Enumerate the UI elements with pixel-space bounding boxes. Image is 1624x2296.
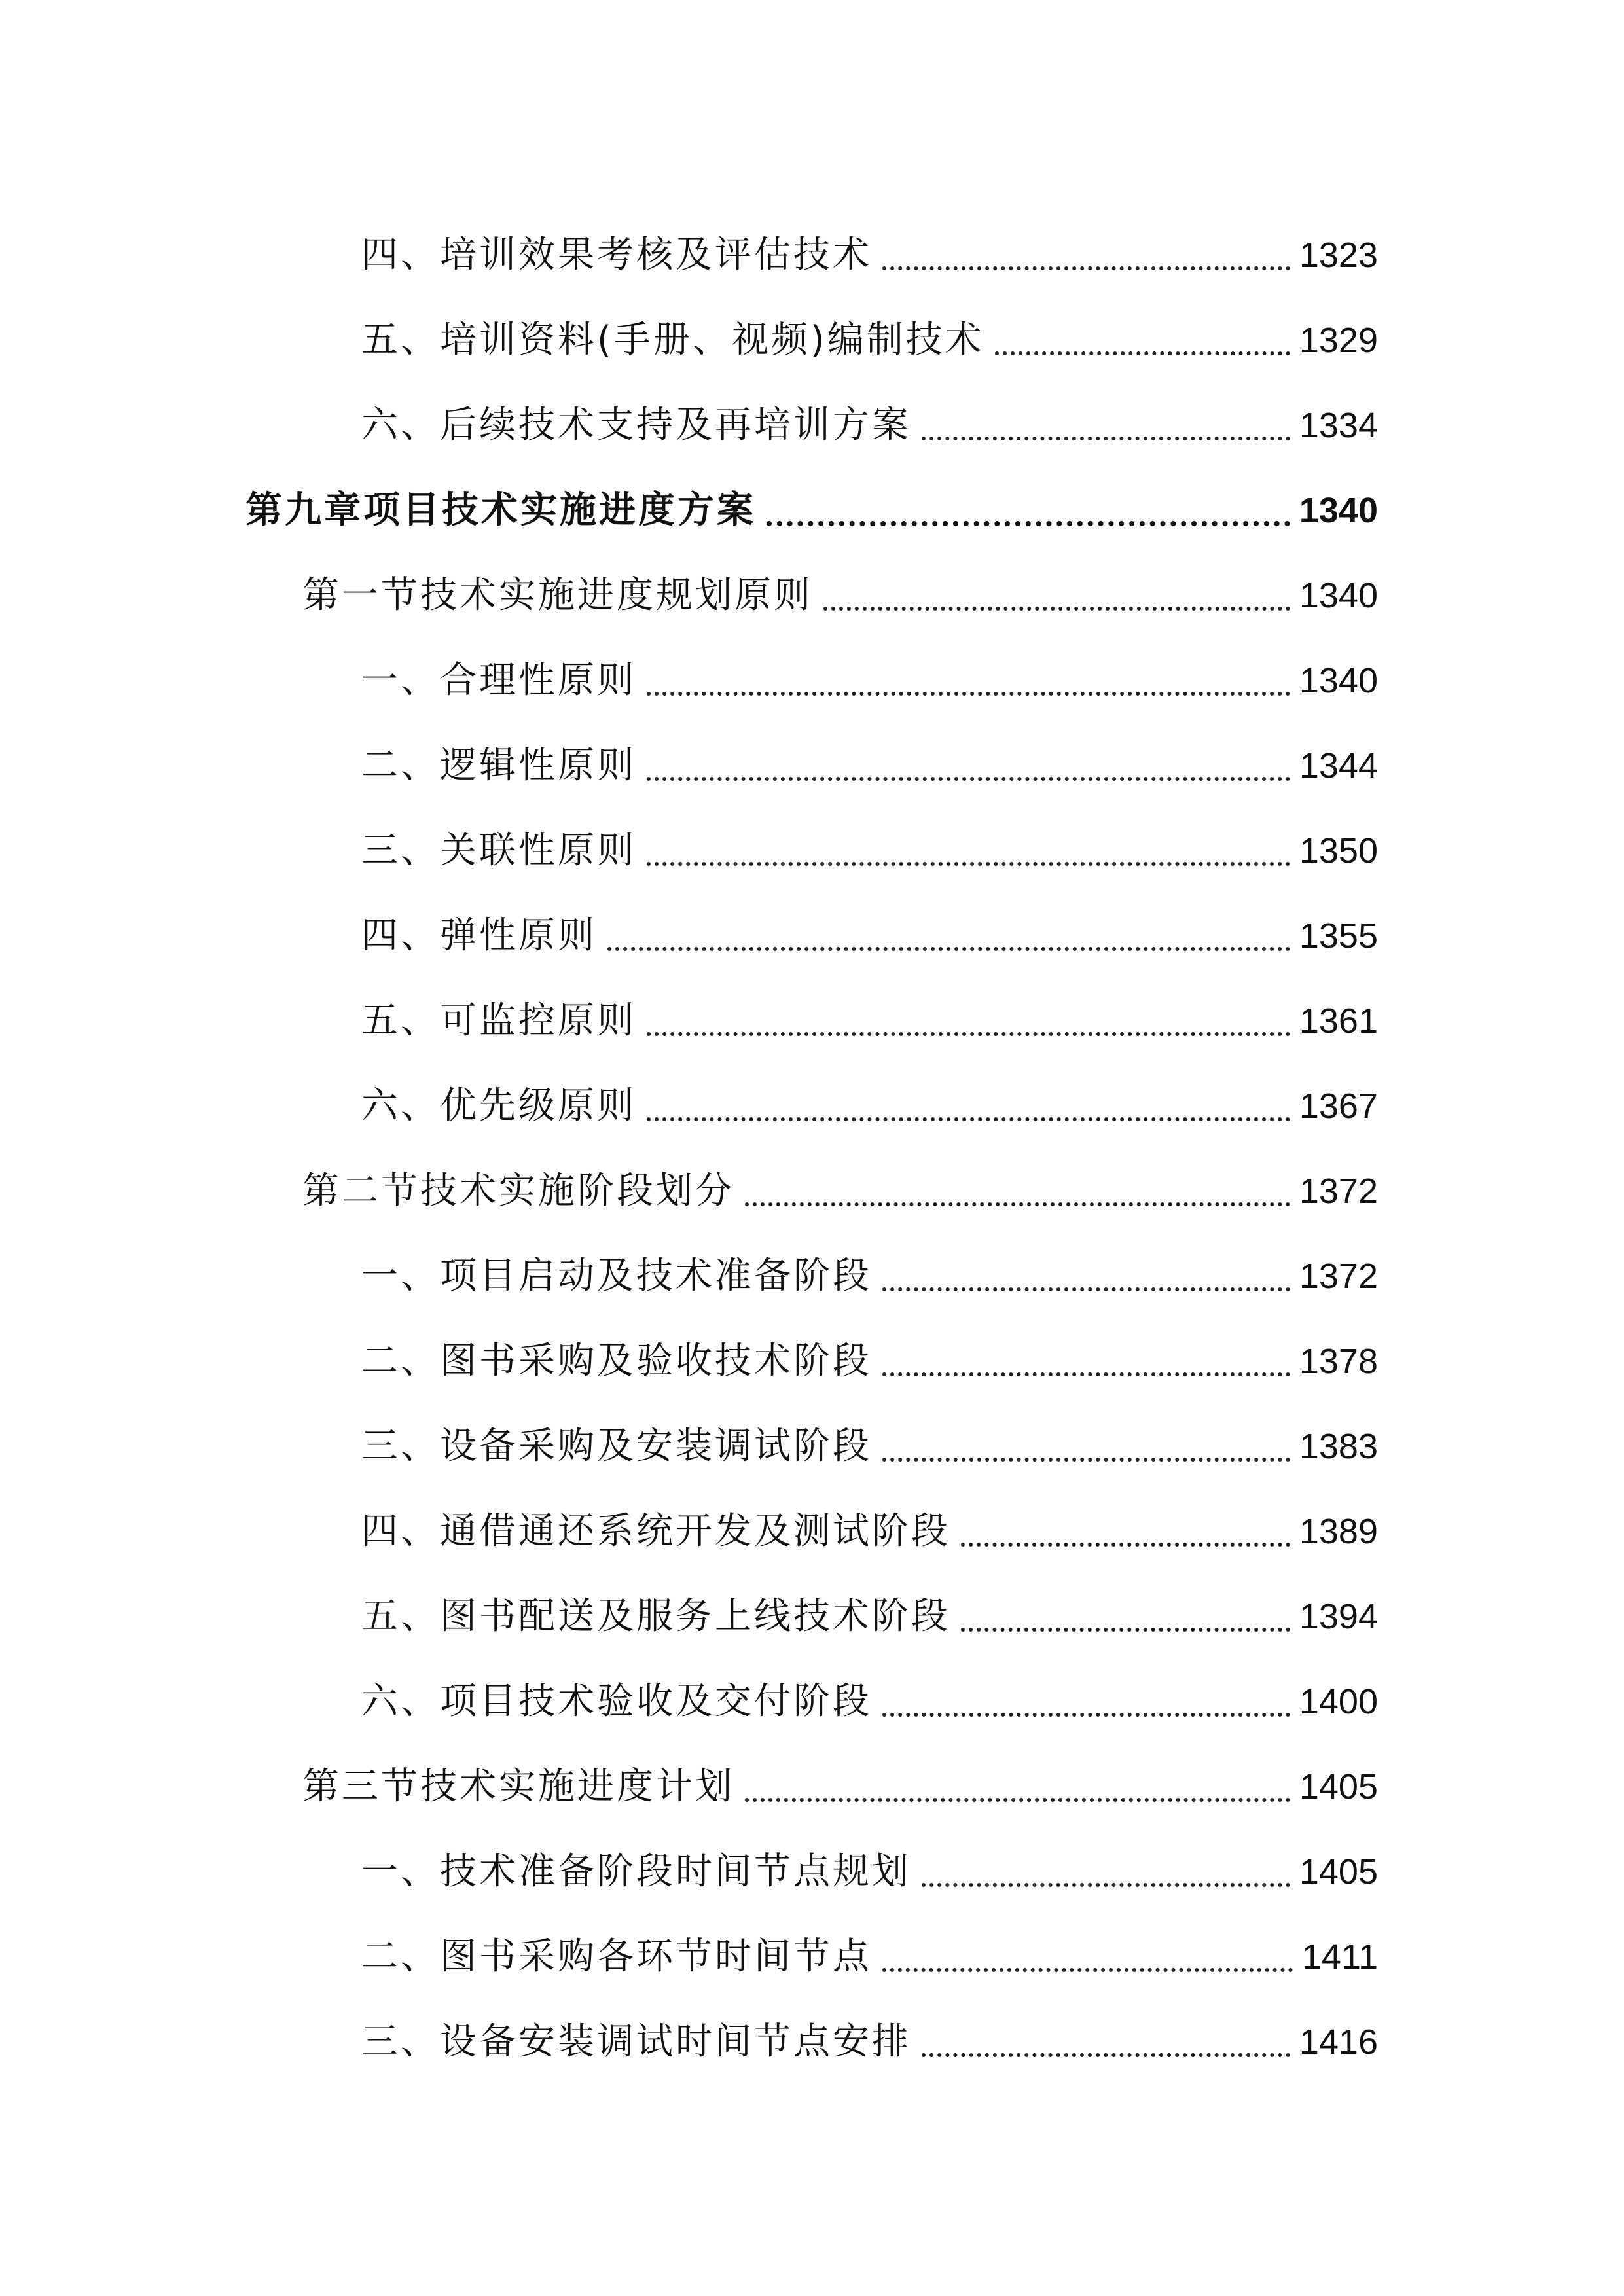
toc-chapter-entry[interactable] — [0, 468, 1624, 553]
toc-entry-title: 第九章项目技术实施进度方案 — [245, 489, 756, 531]
toc-entry-title: 四、通借通还系统开发及测试阶段 — [361, 1510, 950, 1552]
toc-page-number: 1405 — [1299, 1852, 1378, 1892]
toc-page-number: 1394 — [1299, 1597, 1378, 1636]
toc-page-number: 1372 — [1299, 1257, 1378, 1296]
toc-page-number: 1355 — [1299, 916, 1378, 956]
toc-entry-title: 四、弹性原则 — [361, 914, 597, 957]
toc-page-number: 1405 — [1299, 1767, 1378, 1806]
toc-entry-title: 六、优先级原则 — [361, 1085, 636, 1127]
toc-dot-leader — [882, 1458, 1290, 1462]
toc-subsection-entry[interactable] — [0, 1659, 1624, 1744]
toc-page-number: 1350 — [1299, 831, 1378, 870]
toc-entry-title: 第二节技术实施阶段划分 — [302, 1170, 734, 1212]
toc-dot-leader — [745, 1202, 1290, 1206]
toc-subsection-entry[interactable] — [0, 1404, 1624, 1489]
toc-dot-leader — [882, 1372, 1290, 1376]
toc-section-entry[interactable] — [0, 1744, 1624, 1829]
toc-subsection-entry[interactable] — [0, 723, 1624, 808]
toc-page-number: 1400 — [1299, 1682, 1378, 1721]
toc-page-number: 1323 — [1299, 236, 1378, 275]
toc-page-number: 1344 — [1299, 746, 1378, 785]
toc-subsection-entry[interactable] — [0, 383, 1624, 468]
toc-subsection-entry[interactable] — [0, 213, 1624, 298]
toc-dot-leader — [882, 1713, 1290, 1717]
toc-dot-leader — [995, 351, 1290, 355]
toc-subsection-entry[interactable] — [0, 978, 1624, 1064]
toc-entry-title: 五、图书配送及服务上线技术阶段 — [361, 1595, 950, 1638]
toc-section-entry[interactable] — [0, 553, 1624, 638]
toc-page-number: 1340 — [1299, 661, 1378, 700]
toc-dot-leader — [745, 1798, 1290, 1802]
toc-subsection-entry[interactable] — [0, 1829, 1624, 1914]
toc-entry-title: 第一节技术实施进度规划原则 — [302, 574, 813, 617]
toc-entry-title: 三、设备安装调试时间节点安排 — [361, 2020, 911, 2063]
toc-entry-title: 五、可监控原则 — [361, 999, 636, 1042]
toc-page-number: 1411 — [1301, 1937, 1378, 1977]
toc-dot-leader — [647, 862, 1290, 866]
toc-entry-title: 三、关联性原则 — [361, 829, 636, 872]
toc-dot-leader — [647, 692, 1290, 696]
toc-page-number: 1389 — [1299, 1512, 1378, 1551]
toc-entry-title: 六、项目技术验收及交付阶段 — [361, 1680, 872, 1723]
table-of-contents — [0, 213, 1624, 2085]
toc-dot-leader — [607, 947, 1290, 951]
toc-entry-title: 一、合理性原则 — [361, 659, 636, 702]
toc-dot-leader — [922, 437, 1290, 440]
toc-entry-title: 第三节技术实施进度计划 — [302, 1765, 734, 1808]
toc-subsection-entry[interactable] — [0, 1574, 1624, 1659]
toc-subsection-entry[interactable] — [0, 1489, 1624, 1574]
toc-subsection-entry[interactable] — [0, 1914, 1624, 2000]
toc-dot-leader — [882, 1287, 1290, 1291]
toc-dot-leader — [647, 1032, 1290, 1036]
toc-entry-title: 五、培训资料(手册、视频)编制技术 — [361, 319, 984, 361]
toc-dot-leader — [823, 607, 1290, 611]
toc-subsection-entry[interactable] — [0, 298, 1624, 383]
toc-subsection-entry[interactable] — [0, 808, 1624, 893]
toc-entry-title: 一、技术准备阶段时间节点规划 — [361, 1850, 911, 1893]
toc-dot-leader — [922, 2053, 1290, 2057]
toc-entry-title: 一、项目启动及技术准备阶段 — [361, 1255, 872, 1297]
toc-subsection-entry[interactable] — [0, 1319, 1624, 1404]
toc-subsection-entry[interactable] — [0, 1234, 1624, 1319]
toc-page-number: 1378 — [1299, 1342, 1378, 1381]
toc-page-number: 1329 — [1299, 321, 1378, 360]
toc-dot-leader — [647, 1117, 1290, 1121]
toc-dot-leader — [882, 1968, 1293, 1972]
toc-entry-title: 三、设备采购及安装调试阶段 — [361, 1425, 872, 1467]
toc-page-number: 1361 — [1299, 1001, 1378, 1041]
toc-page-number: 1383 — [1299, 1427, 1378, 1466]
toc-entry-title: 二、图书采购及验收技术阶段 — [361, 1340, 872, 1382]
toc-dot-leader — [767, 521, 1290, 526]
toc-page-number: 1340 — [1299, 491, 1378, 530]
toc-entry-title: 二、逻辑性原则 — [361, 744, 636, 787]
toc-dot-leader — [647, 777, 1290, 781]
toc-dot-leader — [961, 1543, 1290, 1547]
toc-page-number: 1334 — [1299, 406, 1378, 445]
toc-page-number: 1416 — [1299, 2022, 1378, 2062]
toc-subsection-entry[interactable] — [0, 2000, 1624, 2085]
toc-dot-leader — [961, 1628, 1290, 1632]
toc-page-number: 1367 — [1299, 1086, 1378, 1126]
toc-subsection-entry[interactable] — [0, 1064, 1624, 1149]
toc-subsection-entry[interactable] — [0, 893, 1624, 978]
toc-entry-title: 六、后续技术支持及再培训方案 — [361, 404, 911, 446]
toc-entry-title: 二、图书采购各环节时间节点 — [361, 1935, 872, 1978]
toc-page-number: 1340 — [1299, 576, 1378, 615]
toc-section-entry[interactable] — [0, 1149, 1624, 1234]
toc-dot-leader — [922, 1883, 1290, 1887]
toc-entry-title: 四、培训效果考核及评估技术 — [361, 234, 872, 276]
toc-dot-leader — [882, 266, 1290, 270]
toc-subsection-entry[interactable] — [0, 638, 1624, 723]
toc-page-number: 1372 — [1299, 1172, 1378, 1211]
